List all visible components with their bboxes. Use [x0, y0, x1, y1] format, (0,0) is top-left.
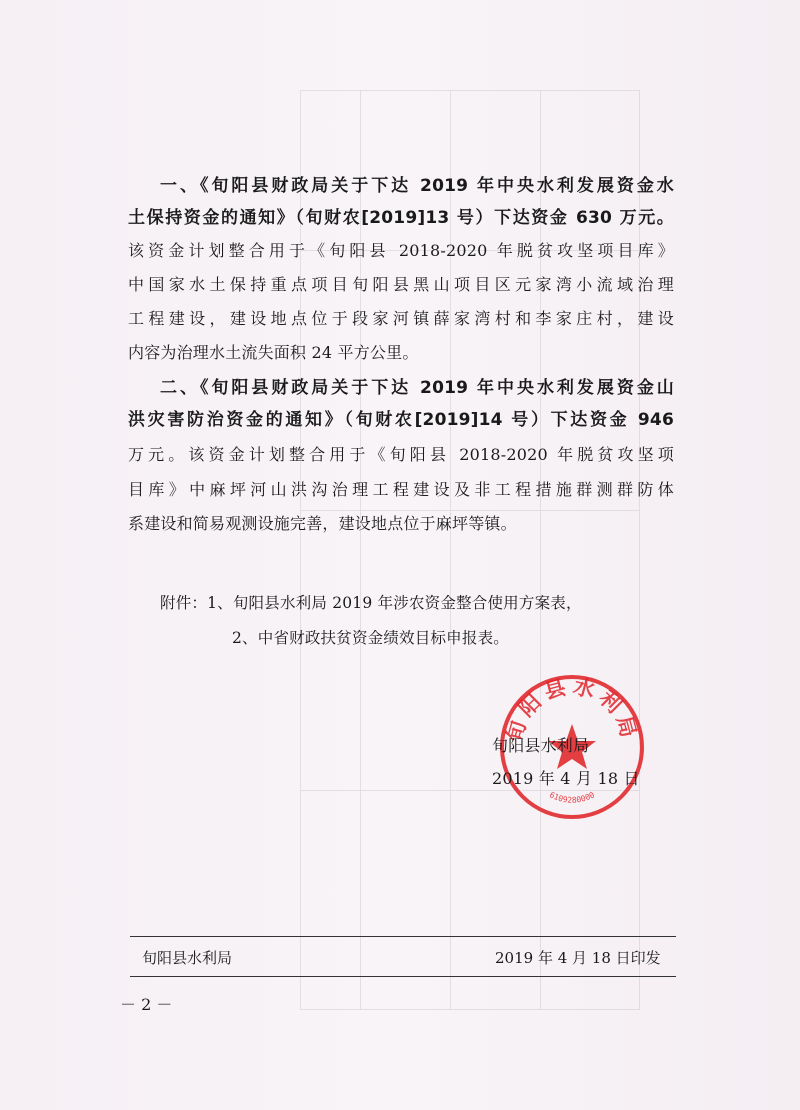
section-two-line-3: 万元。该资金计划整合用于《旬阳县 2018-2020 年脱贫攻坚项	[128, 445, 674, 464]
section-one-line-2: 土保持资金的通知》（旬财农[2019]13 号）下达资金 630 万元。	[128, 208, 674, 228]
signature-date: 2019 年 4 月 18 日	[492, 769, 640, 788]
section-two-line-2: 洪灾害防治资金的通知》（旬财农[2019]14 号）下达资金 946	[128, 410, 674, 430]
attachment-line-1: 附件：1、旬阳县水利局 2019 年涉农资金整合使用方案表，	[160, 594, 582, 612]
footer-top-rule	[130, 936, 676, 937]
bleed-through-table	[300, 90, 640, 1010]
footer-bottom-rule	[130, 976, 676, 977]
footer-issuer: 旬阳县水利局	[142, 949, 233, 967]
seal-text: 旬阳县水利局	[502, 674, 642, 745]
section-one-line-3: 该资金计划整合用于《旬阳县 2018-2020 年脱贫攻坚项目库》	[128, 241, 674, 260]
seal-code: 6109280000	[547, 790, 597, 805]
signature-org: 旬阳县水利局	[492, 736, 590, 755]
section-one-line-5: 工程建设，建设地点位于段家河镇薛家湾村和李家庄村，建设	[128, 309, 674, 328]
svg-text:6109280000	[548, 790, 596, 805]
attachment-line-2: 2、中省财政扶贫资金绩效目标申报表。	[232, 629, 509, 647]
section-two-line-1: 二、《旬阳县财政局关于下达 2019 年中央水利发展资金山	[160, 378, 674, 398]
section-one-line-6: 内容为治理水土流失面积 24 平方公里。	[128, 343, 419, 362]
section-two-line-4: 目库》中麻坪河山洪沟治理工程建设及非工程措施群测群防体	[128, 480, 674, 499]
section-one-line-1: 一、《旬阳县财政局关于下达 2019 年中央水利发展资金水	[160, 176, 674, 196]
section-one-line-4: 中国家水土保持重点项目旬阳县黑山项目区元家湾小流域治理	[128, 275, 674, 294]
footer-issue-date: 2019 年 4 月 18 日印发	[495, 949, 661, 967]
page-number: － 2 －	[120, 995, 173, 1014]
section-two-line-5: 系建设和简易观测设施完善，建设地点位于麻坪等镇。	[128, 514, 517, 533]
